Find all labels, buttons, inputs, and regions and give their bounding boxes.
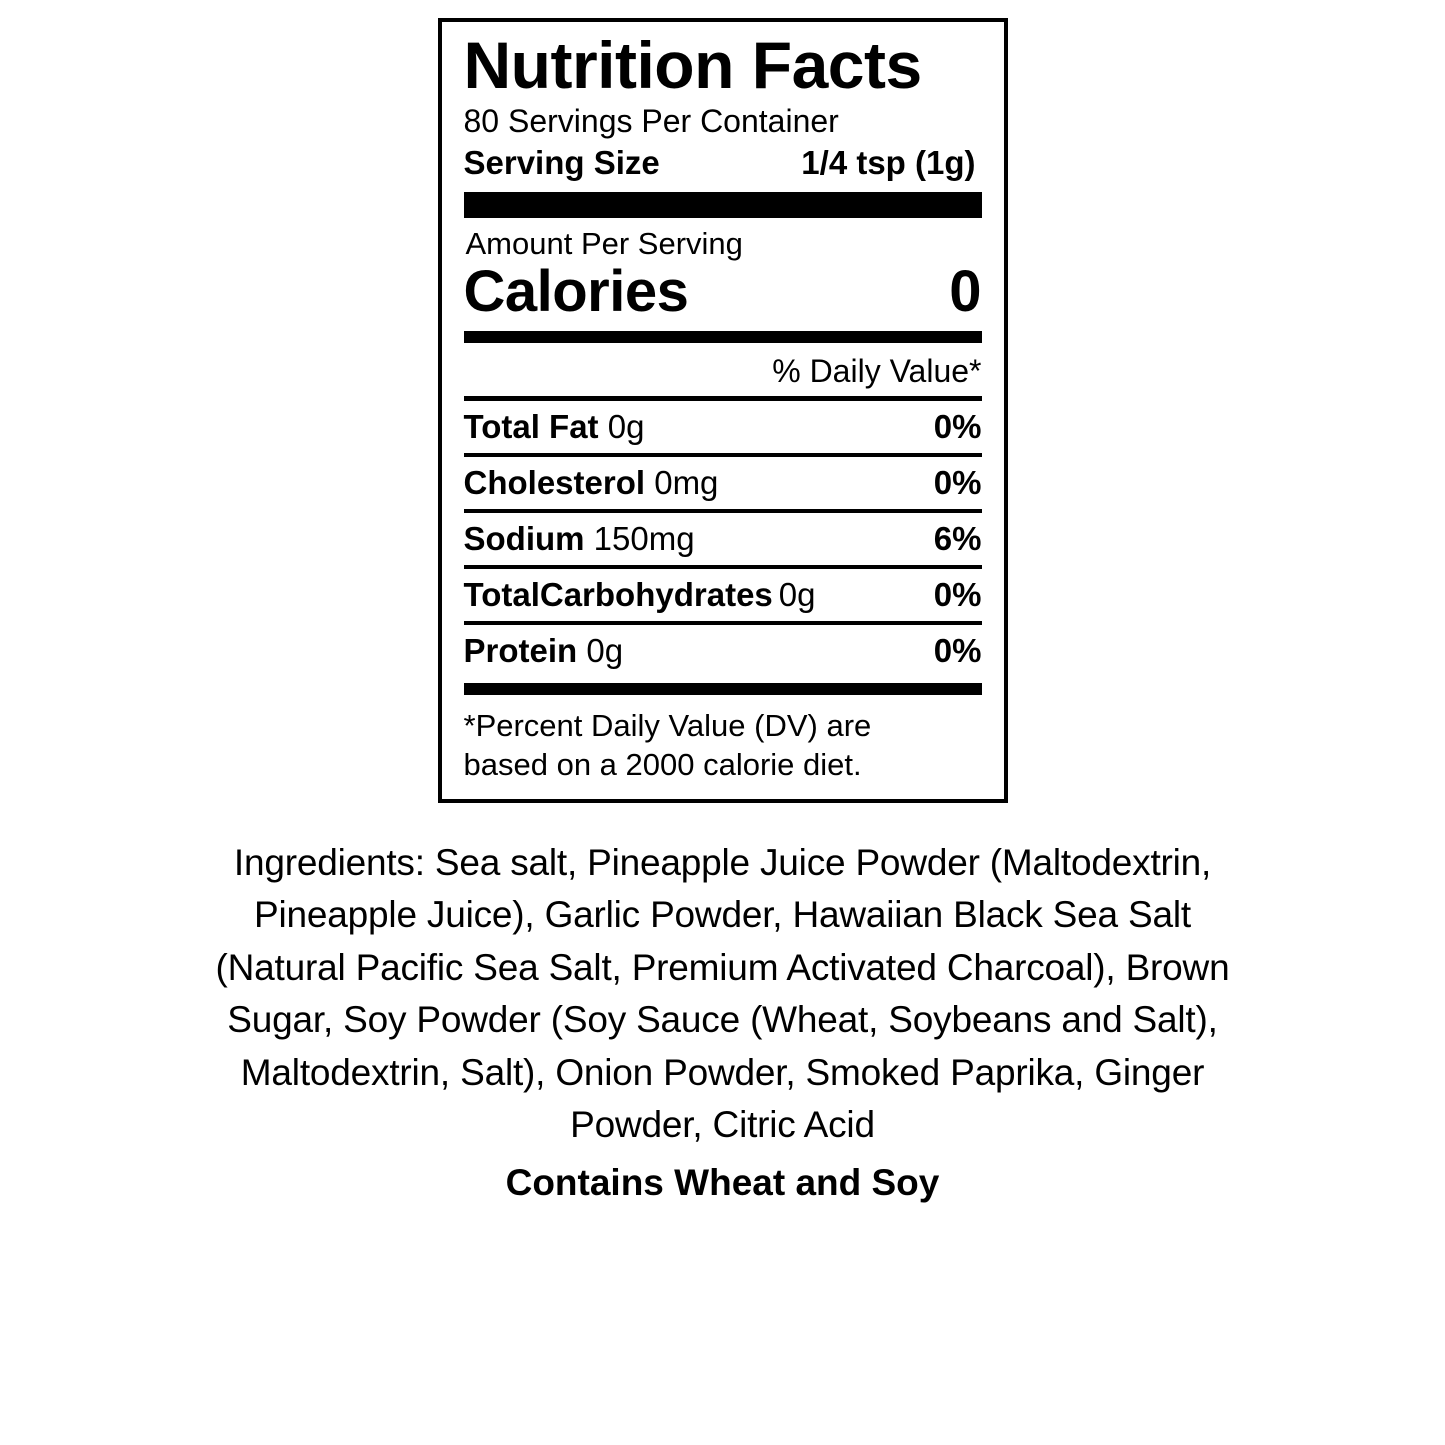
- amount-per-serving-label: Amount Per Serving: [465, 226, 743, 262]
- allergen-statement: Contains Wheat and Soy: [505, 1161, 940, 1203]
- nutrient-percent-cholesterol: 0%: [933, 464, 982, 502]
- nutrient-row-sodium: [464, 513, 982, 565]
- footnote-line-2: based on a 2000 calorie diet.: [463, 746, 862, 782]
- calories-value: 0: [949, 259, 982, 325]
- nutrient-percent-total-carbohydrates: 0%: [933, 576, 982, 614]
- panel-title: Nutrition Facts: [463, 28, 922, 102]
- nutrient-name-total-fat: Total Fat 0g: [463, 408, 645, 446]
- nutrient-row-cholesterol: [464, 457, 982, 509]
- daily-value-footnote: [464, 707, 982, 785]
- nutrient-percent-protein: 0%: [933, 632, 982, 670]
- footnote-line-1: *Percent Daily Value (DV) are: [463, 708, 872, 744]
- nutrient-percent-total-fat: 0%: [933, 408, 982, 446]
- serving-size-value: 1/4 tsp (1g): [801, 144, 976, 182]
- nutrient-name-protein: Protein 0g: [463, 632, 624, 670]
- calories-label: Calories: [463, 259, 689, 325]
- divider-medium-bottom: [464, 683, 982, 695]
- nutrient-name-sodium: Sodium 150mg: [463, 520, 695, 558]
- ingredients-text: Ingredients: Sea salt, Pineapple Juice Powder (Maltodextrin, Pineapple Juice), Garlic Powder, Hawaiian Black Sea Salt (Natural Pacific Sea Salt, Premium Activated Charcoal), Brown Sugar, Soy Powder (Soy Sauce (Wheat, Soybeans and Salt), Maltodextrin, Salt), Onion Powder, Smoked Paprika, Ginger Powder, Citric Acid: [215, 841, 1230, 1146]
- servings-per-container: 80 Servings Per Container: [463, 103, 839, 140]
- nutrient-row-total-fat: [464, 401, 982, 453]
- daily-value-header: % Daily Value*: [772, 353, 982, 390]
- nutrient-name-total-carbohydrates: TotalCarbohydrates 0g: [463, 576, 816, 614]
- divider-medium-calories: [464, 331, 982, 343]
- serving-size-row: [464, 144, 982, 182]
- nutrient-name-cholesterol: Cholesterol 0mg: [463, 464, 719, 502]
- serving-size-label: Serving Size: [463, 144, 660, 182]
- nutrient-row-total-carbohydrates: [464, 569, 982, 621]
- nutrient-row-protein: [464, 625, 982, 677]
- divider-thick-top: [464, 192, 982, 218]
- calories-row: [464, 258, 982, 325]
- nutrient-percent-sodium: 6%: [933, 520, 982, 558]
- nutrition-facts-panel: [438, 18, 1008, 803]
